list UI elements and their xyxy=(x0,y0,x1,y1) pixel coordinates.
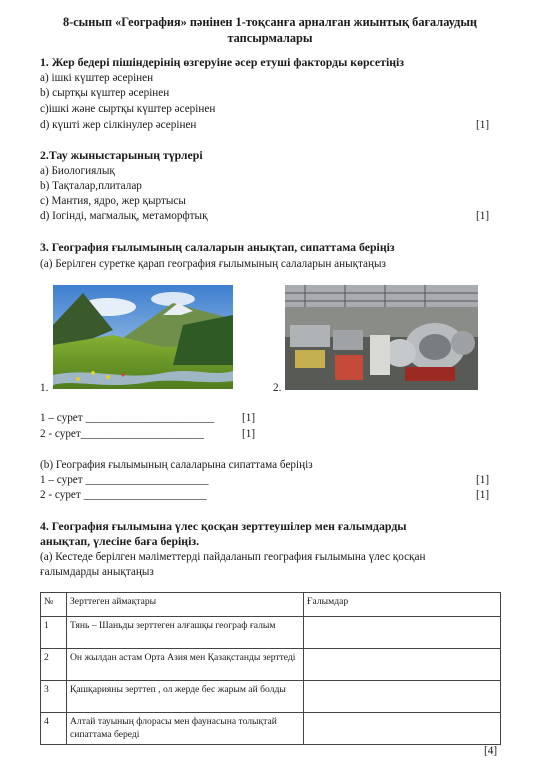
q4-title-line2: анықтап, үлесіне баға беріңіз. xyxy=(40,534,200,548)
table-row xyxy=(41,617,501,649)
q2-option-c: с) Мантия, ядро, жер қыртысы xyxy=(40,195,186,207)
q2-option-d: d) Іогінді, магмалық, метаморфтық xyxy=(40,210,208,222)
table-row-region: Алтай тауының флорасы мен фаунасына толықтай сипаттама береді xyxy=(67,713,304,745)
q4-part-a-line2: ғалымдарды анықтаңыз xyxy=(40,566,154,578)
table-row-number: 1 xyxy=(41,617,67,649)
q1-option-b: b) сыртқы күштер әсерінен xyxy=(40,87,170,99)
q2-title: 2.Тау жыныстарының түрлері xyxy=(40,148,203,162)
mountain-landscape-image xyxy=(53,285,233,389)
q1-title: 1. Жер бедері пішіндерінің өзгеруіне әсер етуші факторды көрсетіңіз xyxy=(40,55,405,69)
q3-a-line2: 2 - сурет______________________ xyxy=(40,428,204,440)
q3-a-line1-score: [1] xyxy=(242,412,256,424)
table-row-region: Тянь – Шаньды зерттеген алғашқы географ ғалым xyxy=(67,617,304,649)
q2-option-a: а) Биологиялық xyxy=(40,165,115,177)
table-header-regions: Зерттеген аймақтары xyxy=(67,593,304,617)
q3-b-line2-score: [1] xyxy=(476,489,490,501)
q2-option-b: b) Тақталар,плиталар xyxy=(40,180,142,192)
table-row-number: 2 xyxy=(41,649,67,681)
q1-option-d: d) күшті жер сілкінулер әсерінен xyxy=(40,119,197,131)
q4-title: 4. География ғылымына үлес қосқан зерттеушілер мен ғалымдарды xyxy=(40,519,407,533)
q3-image2-number: 2. xyxy=(273,382,282,394)
q1-score: [1] xyxy=(476,119,490,131)
table-header-number: № xyxy=(41,593,67,617)
q3-b-line1-score: [1] xyxy=(476,474,490,486)
q3-title: 3. География ғылымының салаларын анықтап, сипаттама беріңіз xyxy=(40,240,395,254)
q1-option-a: а) ішкі күштер әсерінен xyxy=(40,72,154,84)
table-row-number: 4 xyxy=(41,713,67,745)
factory-interior-image xyxy=(285,285,478,390)
table-header-scientists: Ғалымдар xyxy=(304,593,501,617)
table-row xyxy=(41,649,501,681)
q3-part-b: (b) География ғылымының салаларына сипаттама беріңіз xyxy=(40,459,313,471)
table-row xyxy=(41,713,501,745)
table-row-answer-cell[interactable] xyxy=(304,713,501,745)
q3-part-a: (а) Берілген суретке қарап география ғылымының салаларын анықтаңыз xyxy=(40,258,386,270)
q3-a-line1: 1 – сурет _______________________ xyxy=(40,412,215,424)
q3-b-line1: 1 – сурет ______________________ xyxy=(40,474,209,486)
page-title: 8-сынып «География» пәнінен 1-тоқсанға арналған жиынтық бағалаудың xyxy=(62,15,478,29)
q1-option-c: с)ішкі және сыртқы күштер әсерінен xyxy=(40,103,216,115)
table-row-answer-cell[interactable] xyxy=(304,649,501,681)
table-header-row xyxy=(41,593,501,617)
table-row-answer-cell[interactable] xyxy=(304,617,501,649)
table-row-region: Он жылдан астам Орта Азия мен Қазақстанды зерттеді xyxy=(67,649,304,681)
q4-score: [4] xyxy=(484,745,498,757)
q2-score: [1] xyxy=(476,210,490,222)
table-row-answer-cell[interactable] xyxy=(304,681,501,713)
scientists-table xyxy=(40,592,501,745)
q3-b-line2: 2 - сурет ______________________ xyxy=(40,489,207,501)
q3-a-line2-score: [1] xyxy=(242,428,256,440)
table-row-number: 3 xyxy=(41,681,67,713)
q4-part-a: (а) Кестеде берілген мәліметтерді пайдаланып география ғылымына үлес қосқан xyxy=(40,551,426,563)
page-title-line2: тапсырмалары xyxy=(227,31,313,45)
table-row-region: Қашқарияны зерттеп , ол жерде бес жарым ай болды xyxy=(67,681,304,713)
q3-image1-number: 1. xyxy=(40,382,49,394)
table-row xyxy=(41,681,501,713)
